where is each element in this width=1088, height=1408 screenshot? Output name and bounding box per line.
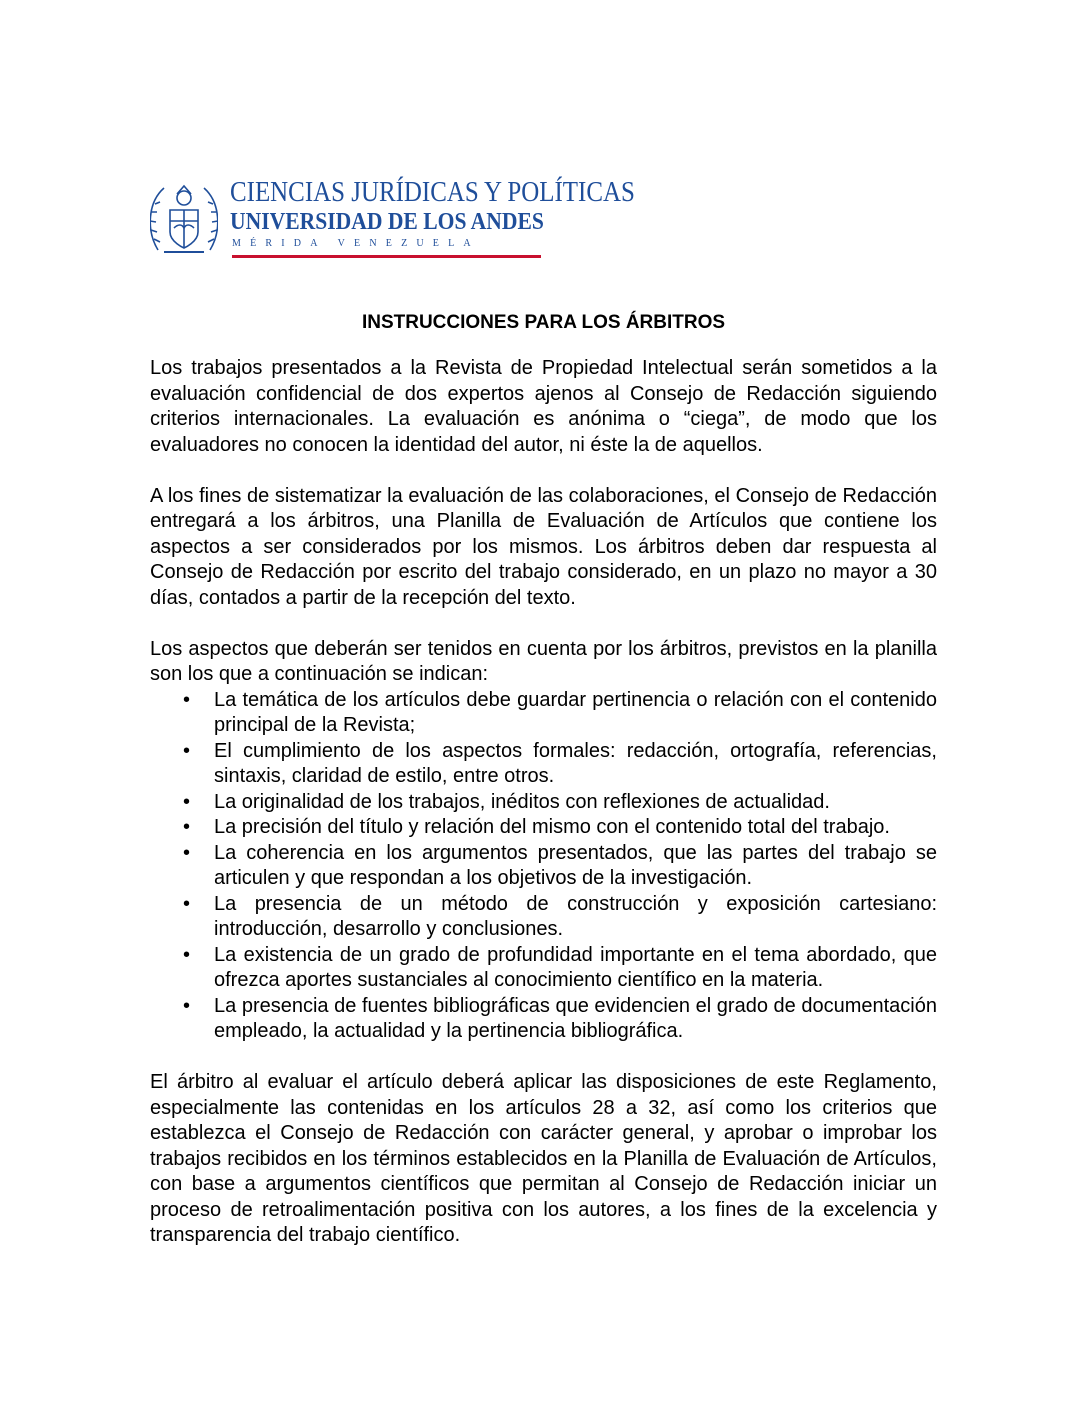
paragraph-closing: El árbitro al evaluar el artículo deberá aplicar las disposiciones de este Reglamento, especialmente las contenidas en los artículos 28 a 32, así como los criterios que establezca el Consejo de Redacción con carácter general, y aprobar o improbar los trabajos recibidos en los términos establecidos en la Planilla de Evaluación de Artículos, con base a argumentos científicos que permitan al Consejo de Redacción iniciar un proceso de retroalimentación positiva con los autores, a los fines de la excelencia y transparencia del trabajo científico. (150, 1071, 937, 1246)
page-title: INSTRUCCIONES PARA LOS ÁRBITROS (361, 312, 726, 333)
document-body (150, 356, 937, 1249)
letterhead (150, 176, 635, 262)
list-item: • El cumplimiento de los aspectos formales: redacción, ortografía, referencias, sintaxis, claridad de estilo, entre otros. (150, 739, 937, 790)
list-item: • La precisión del título y relación del mismo con el contenido total del trabajo. (150, 815, 937, 841)
list-item: • La presencia de fuentes bibliográficas que evidencien el grado de documentación empleado, la actualidad y la pertinencia bibliográfica. (150, 994, 937, 1045)
list-item: • La coherencia en los argumentos presentados, que las partes del trabajo se articulen y que respondan a los objetivos de la investigación. (150, 841, 937, 892)
paragraph-aspects-intro: Los aspectos que deberán ser tenidos en cuenta por los árbitros, previstos en la planilla son los que a continuación se indican: (150, 637, 937, 685)
header-divider (232, 255, 541, 258)
faculty-name: CIENCIAS JURÍDICAS Y POLÍTICAS (230, 176, 635, 208)
location: MÉRIDA VENEZUELA (232, 238, 480, 249)
criteria-list (150, 688, 937, 1045)
university-name: UNIVERSIDAD DE LOS ANDES (230, 209, 544, 235)
paragraph-systematize: A los fines de sistematizar la evaluación de las colaboraciones, el Consejo de Redacción entregará a los árbitros, una Planilla de Evaluación de Artículos que contiene los aspectos a ser considerados por los mismos. Los árbitros deben dar respuesta al Consejo de Redacción por escrito del trabajo considerado, en un plazo no mayor a 30 días, contados a partir de la recepción del texto. (150, 484, 937, 609)
list-item: • La originalidad de los trabajos, inéditos con reflexiones de actualidad. (150, 790, 937, 816)
list-item: • La temática de los artículos debe guardar pertinencia o relación con el contenido principal de la Revista; (150, 688, 937, 739)
list-item: • La existencia de un grado de profundidad importante en el tema abordado, que ofrezca aportes sustanciales al conocimiento científico en la materia. (150, 943, 937, 994)
list-item: • La presencia de un método de construcción y exposición cartesiano: introducción, desarrollo y conclusiones. (150, 892, 937, 943)
university-seal-icon (150, 180, 218, 256)
paragraph-evaluation: Los trabajos presentados a la Revista de Propiedad Intelectual serán sometidos a la evaluación confidencial de dos expertos ajenos al Consejo de Redacción siguiendo criterios internacionales. La evaluación es anónima o “ciega”, de modo que los evaluadores no conocen la identidad del autor, ni éste la de aquellos. (150, 357, 937, 456)
